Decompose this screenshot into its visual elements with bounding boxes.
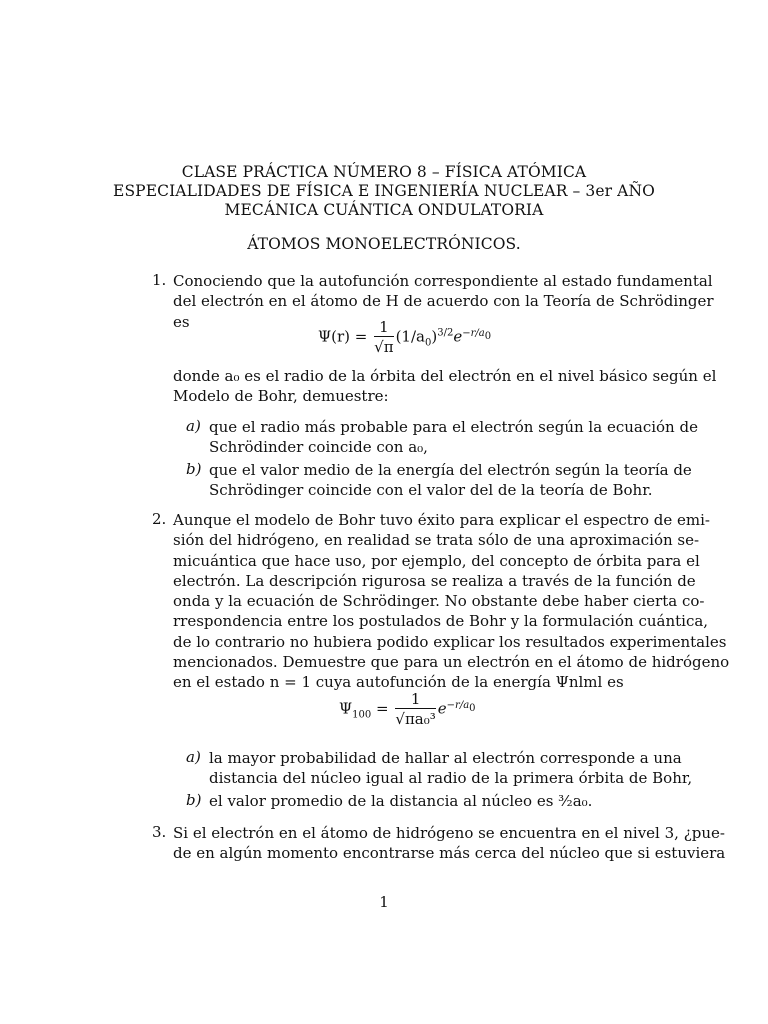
text-line: rrespondencia entre los postulados de Bohr y la formulación cuántica, (173, 612, 709, 631)
eq-numerator: 1 (374, 318, 393, 337)
text-line: donde a₀ es el radio de la órbita del electrón en el nivel básico según el (173, 367, 717, 385)
equation-2 (339, 690, 476, 729)
text-line: Schrödinder coincide con a₀, (209, 438, 428, 457)
section-title: ÁTOMOS MONOELECTRÓNICOS. (247, 235, 521, 253)
problem-1-after (173, 366, 717, 407)
text-line: mencionados. Demuestre que para un electrón en el átomo de hidrógeno (173, 653, 730, 672)
problem-2-item-a (209, 748, 693, 789)
problem-1-item-b (209, 460, 692, 501)
eq-fraction (374, 318, 393, 357)
text-line: de en algún momento encontrarse más cerca del núcleo que si estuviera (173, 844, 726, 863)
page-number: 1 (379, 893, 389, 911)
problem-number: 3. (152, 823, 167, 841)
header-title: CLASE PRÁCTICA NÚMERO 8 – FÍSICA ATÓMICA (181, 163, 587, 181)
text-line: que el valor medio de la energía del electrón según la teoría de (209, 461, 692, 479)
eq-denominator: √πa₀³ (395, 710, 436, 728)
header-subtitle: ESPECIALIDADES DE FÍSICA E INGENIERÍA NUCLEAR – 3er AÑO (113, 182, 655, 200)
eq-exp-base: e (453, 327, 463, 346)
problem-1-item-a (209, 417, 698, 458)
eq-close: ) (431, 327, 438, 346)
text-line: la mayor probabilidad de hallar al electrón corresponde a una (209, 749, 682, 767)
eq-exp: −r/a (462, 327, 485, 339)
eq-numerator: 1 (395, 690, 435, 709)
problem-number: 2. (152, 510, 167, 528)
eq-equals: = (376, 699, 389, 718)
problem-2-intro (173, 510, 730, 693)
item-letter: b) (186, 460, 202, 478)
item-letter: a) (186, 748, 201, 766)
text-line: del electrón en el átomo de H de acuerdo con la Teoría de Schrödinger (173, 292, 714, 311)
text-line: el valor promedio de la distancia al núcleo es ³⁄₂a₀. (209, 792, 593, 810)
eq-exp: −r/a (446, 699, 470, 711)
eq-lhs-sub: 100 (352, 709, 372, 721)
text-line: onda y la ecuación de Schrödinger. No obstante debe haber cierta co- (173, 592, 705, 611)
item-letter: a) (186, 417, 201, 435)
problem-3-intro (173, 823, 726, 864)
equation-1 (318, 318, 491, 357)
eq-exp-sub: 0 (469, 702, 476, 714)
text-line: micuántica que hace uso, por ejemplo, del concepto de órbita para el (173, 551, 700, 570)
eq-fraction (395, 690, 435, 729)
text-line: Modelo de Bohr, demuestre: (173, 387, 389, 406)
text-line: Aunque el modelo de Bohr tuvo éxito para explicar el espectro de emi- (173, 511, 711, 529)
text-line: es (173, 312, 190, 331)
header-course: MECÁNICA CUÁNTICA ONDULATORIA (224, 201, 544, 219)
text-line: distancia del núcleo igual al radio de la primera órbita de Bohr, (209, 769, 693, 788)
eq-exp-base: e (437, 699, 447, 718)
problem-2-item-b (209, 791, 627, 811)
eq-rest: (1/a (395, 327, 425, 346)
eq-lhs: Ψ (339, 699, 353, 718)
text-line: que el radio más probable para el electrón según la ecuación de (209, 418, 698, 436)
text-line: Si el electrón en el átomo de hidrógeno se encuentra en el nivel 3, ¿pue- (173, 824, 725, 842)
text-line: sión del hidrógeno, en realidad se trata sólo de una aproximación se- (173, 531, 700, 550)
problem-number: 1. (152, 271, 167, 289)
eq-denominator: √π (374, 338, 394, 356)
text-line: de lo contrario no hubiera podido explicar los resultados experimentales (173, 632, 727, 651)
eq-sup: 3/2 (437, 327, 454, 339)
eq-exp-sub: 0 (484, 330, 492, 342)
text-line: electrón. La descripción rigurosa se realiza a través de la función de (173, 571, 696, 590)
eq-sub: 0 (424, 337, 432, 349)
text-line: Schrödinger coincide con el valor del de la teoría de Bohr. (209, 481, 653, 500)
text-line: Conociendo que la autofunción correspondiente al estado fundamental (173, 272, 713, 290)
text-line: en el estado n = 1 cuya autofunción de la energía Ψnlml es (173, 673, 624, 692)
item-letter: b) (186, 791, 202, 809)
eq-lhs: Ψ(r) = (318, 327, 368, 346)
